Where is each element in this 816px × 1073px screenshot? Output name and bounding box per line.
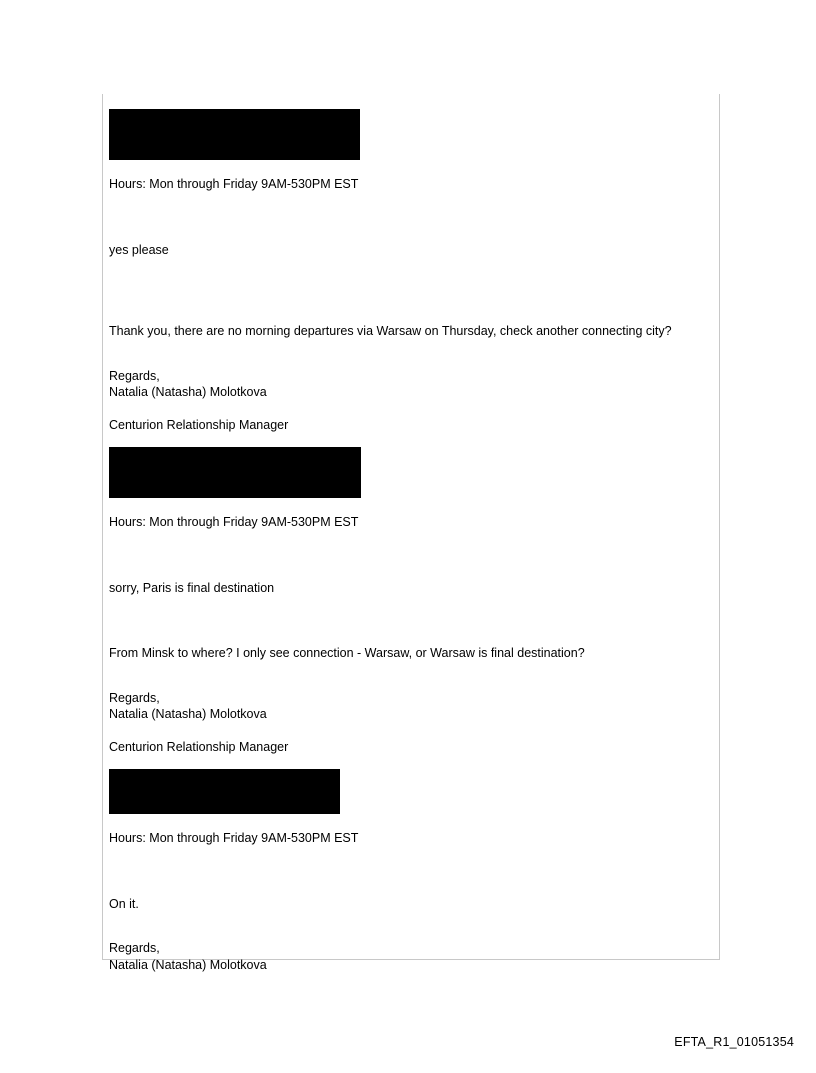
spacer bbox=[109, 498, 707, 514]
spacer bbox=[109, 596, 707, 645]
spacer bbox=[109, 94, 707, 109]
hours-line-1: Hours: Mon through Friday 9AM-530PM EST bbox=[109, 177, 359, 191]
document-body-frame bbox=[102, 94, 720, 972]
message-yes-please: yes please bbox=[109, 242, 169, 257]
sender-name-3: Natalia (Natasha) Molotkova bbox=[109, 957, 267, 972]
spacer bbox=[109, 723, 707, 739]
redaction-bar-2 bbox=[109, 447, 361, 498]
spacer bbox=[109, 662, 707, 690]
sender-title-2: Centurion Relationship Manager bbox=[109, 739, 289, 754]
signoff-regards-1: Regards, bbox=[109, 368, 160, 383]
redaction-bar-1 bbox=[109, 109, 360, 160]
message-warsaw-departures: Thank you, there are no morning departures via Warsaw on Thursday, check another connecting city? bbox=[109, 324, 672, 338]
spacer bbox=[109, 433, 707, 447]
bates-number: EFTA_R1_01051354 bbox=[674, 1035, 794, 1049]
sender-name-2: Natalia (Natasha) Molotkova bbox=[109, 707, 267, 721]
hours-line-3: Hours: Mon through Friday 9AM-530PM EST bbox=[109, 831, 359, 845]
sender-name-1: Natalia (Natasha) Molotkova bbox=[109, 385, 267, 399]
spacer bbox=[109, 340, 707, 368]
spacer bbox=[109, 847, 707, 896]
redaction-bar-3 bbox=[109, 769, 340, 814]
spacer bbox=[109, 193, 707, 242]
spacer bbox=[109, 401, 707, 417]
email-thread bbox=[103, 94, 721, 973]
spacer bbox=[109, 814, 707, 830]
signoff-regards-2: Regards, bbox=[109, 690, 160, 705]
spacer bbox=[109, 912, 707, 940]
message-minsk-question: From Minsk to where? I only see connection - Warsaw, or Warsaw is final destination? bbox=[109, 646, 585, 660]
message-paris-final: sorry, Paris is final destination bbox=[109, 580, 275, 595]
signoff-regards-3: Regards, bbox=[109, 941, 160, 955]
hours-line-2: Hours: Mon through Friday 9AM-530PM EST bbox=[109, 515, 359, 529]
spacer bbox=[109, 258, 707, 323]
message-on-it: On it. bbox=[109, 896, 139, 911]
sender-title-1: Centurion Relationship Manager bbox=[109, 417, 289, 432]
spacer bbox=[109, 160, 707, 176]
spacer bbox=[109, 755, 707, 769]
spacer bbox=[109, 531, 707, 580]
